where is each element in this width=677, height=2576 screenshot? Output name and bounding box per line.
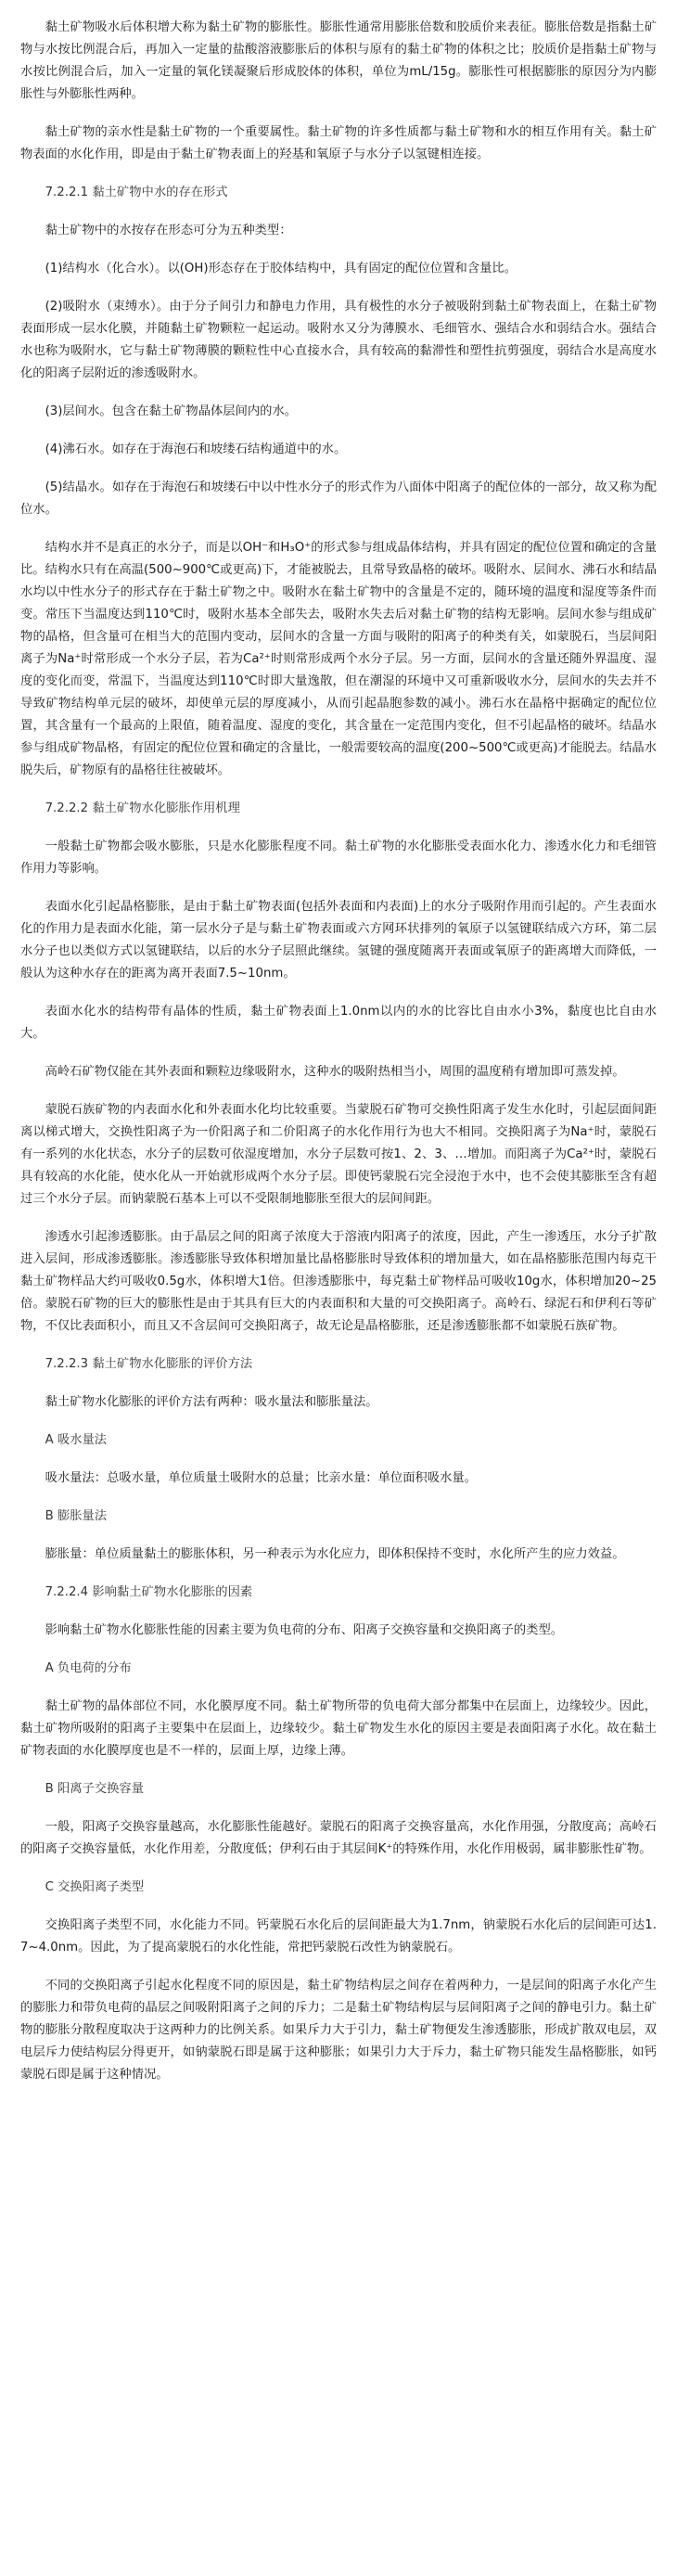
subheading-cation-exchange-capacity: B 阳离子交换容量 — [45, 1782, 145, 1796]
section-1-intro: 黏土矿物中的水按存在形态可分为五种类型： — [45, 224, 292, 237]
section-4-intro: 影响黏土矿物水化膨胀性能的因素主要为负电荷的分布、阳离子交换容量和交换阳离子的类型。 — [45, 1623, 564, 1637]
intro-paragraph-swelling: 黏土矿物吸水后体积增大称为黏土矿物的膨胀性。膨胀性通常用膨胀倍数和胶质价来表征。膨胀倍数是指黏土矿物与水按比例混合后，再加入一定量的盐酸溶液膨胀后的体积与原有的黏土矿物的体积之比；胶质价是指黏土矿物与水按比例混合后，加入一定量的氧化镁凝聚后形成胶体的体积，单位为mL/15g。膨胀性可根据膨胀的原因分为内膨胀性与外膨胀性两种。 — [20, 20, 657, 101]
subheading-swelling-method: B 膨胀量法 — [45, 1509, 108, 1523]
water-type-item: (3)层间水。包含在黏土矿物晶体层间内的水。 — [45, 404, 298, 418]
section-heading-7-2-2-2: 7.2.2.2 黏土矿物水化膨胀作用机理 — [45, 801, 240, 815]
cation-exchange-capacity-text: 一般，阳离子交换容量越高，水化膨胀性能越好。蒙脱石的阳离子交换容量高，水化作用强，分散度高；高岭石的阳离子交换容量低，水化作用差，分散度低；伊利石由于其层间K⁺的特殊作用，水化作用极弱，属非膨胀性矿物。 — [20, 1820, 657, 1856]
subheading-water-absorption-method: A 吸水量法 — [45, 1433, 108, 1447]
charge-distribution-text: 黏土矿物的晶体部位不同，水化膜厚度不同。黏土矿物所带的负电荷大部分都集中在层面上，边缘较少。因此，黏土矿物所吸附的阳离子主要集中在层面上，边缘较少。黏土矿物发生水化的原因主要是表面阳离子水化。故在黏土矿物表面的水化膜厚度也是不一样的，层面上厚，边缘上薄。 — [20, 1699, 657, 1758]
section-2-paragraph: 表面水化水的结构带有晶体的性质，黏土矿物表面上1.0nm以内的水的比容比自由水小3%，黏度也比自由水大。 — [20, 1005, 657, 1041]
section-2-paragraph: 蒙脱石族矿物的内表面水化和外表面水化均比较重要。当蒙脱石矿物可交换性阳离子发生水化时，引起层面间距离以梯式增大，交换性阳离子为一价阳离子和二价阳离子的水化作用行为也大不相同。交换阳离子为Na⁺时，蒙脱石有一系列的水化状态，水分子的层数可依湿度增加，水分子层数可按1、2、3、…增加。而阳离子为Ca²⁺时，蒙脱石具有较高的水化能，使水化从一开始就形成两个水分子层。即使钙蒙脱石完全浸泡于水中，也不会使其膨胀至含有超过三个水分子层。而钠蒙脱石基本上可以不受限制地膨胀至很大的层间间距。 — [20, 1103, 657, 1206]
section-2-paragraph: 表面水化引起晶格膨胀，是由于黏土矿物表面(包括外表面和内表面)上的水分子吸附作用而引起的。产生表面水化的作用力是表面水化能，第一层水分子是与黏土矿物表面或六方网环状排列的氧原子以氢键联结成六方环，第二层水分子也以类似方式以氢键联结，以后的水分子层照此继续。氢键的强度随离开表面或氧原子的距离增大而降低，一般认为这种水存在的距离为离开表面7.5~10nm。 — [20, 900, 657, 980]
water-absorption-method-text: 吸水量法：总吸水量，单位质量土吸附水的总量；比亲水量：单位面积吸水量。 — [45, 1471, 477, 1485]
section-2-paragraph: 高岭石矿物仅能在其外表面和颗粒边缘吸附水，这种水的吸附热相当小，周围的温度稍有增加即可蒸发掉。 — [45, 1065, 625, 1079]
intro-paragraph-hydrophilic: 黏土矿物的亲水性是黏土矿物的一个重要属性。黏土矿物的许多性质都与黏土矿物和水的相互作用有关。黏土矿物表面的水化作用，即是由于黏土矿物表面上的羟基和氧原子与水分子以氢键相连接。 — [20, 125, 657, 161]
subheading-exchange-cation-type: C 交换阳离子类型 — [45, 1880, 145, 1894]
section-2-paragraph: 一般黏土矿物都会吸水膨胀，只是水化膨胀程度不同。黏土矿物的水化膨胀受表面水化力、渗透水化力和毛细管作用力等影响。 — [20, 839, 657, 876]
section-2-paragraph: 渗透水引起渗透膨胀。由于晶层之间的阳离子浓度大于溶液内阳离子的浓度，因此，产生一渗透压，水分子扩散进入层间，形成渗透膨胀。渗透膨胀导致体积增加量比晶格膨胀时导致体积的增加量大，如在晶格膨胀范围内每克干黏土矿物样品大约可吸收0.5g水，体积增大1倍。但渗透膨胀中，每克黏土矿物样品可吸收10g水，体积增加20~25倍。蒙脱石矿物的巨大的膨胀性是由于其具有巨大的内表面积和大量的可交换阳离子。高岭石、绿泥石和伊利石等矿物，不仅比表面积小，而且又不含层间可交换阳离子，故无论是晶格膨胀，还是渗透膨胀都不如蒙脱石族矿物。 — [20, 1230, 657, 1333]
exchange-cation-type-paragraph: 交换阳离子类型不同，水化能力不同。钙蒙脱石水化后的层间距最大为1.7nm，钠蒙脱石水化后的层间距可达1.7~4.0nm。因此，为了提高蒙脱石的水化性能，常把钙蒙脱石改性为钠蒙脱石。 — [20, 1918, 657, 1954]
water-type-item: (5)结晶水。如存在于海泡石和坡缕石中以中性水分子的形式作为八面体中阳离子的配位体的一部分，故又称为配位水。 — [20, 481, 657, 517]
section-heading-7-2-2-4: 7.2.2.4 影响黏土矿物水化膨胀的因素 — [45, 1585, 253, 1599]
water-type-item: (4)沸石水。如存在于海泡石和坡缕石结构通道中的水。 — [45, 442, 347, 456]
section-1-body: 结构水并不是真正的水分子，而是以OH⁻和H₃O⁺的形式参与组成晶体结构，并具有固定的配位位置和确定的含量比。结构水只有在高温(500~900℃或更高)下，才能被脱去，且常导致晶格的破坏。吸附水、层间水、沸石水和结晶水均以中性水分子的形式存在于黏土矿物之中。吸附水在黏土矿物中的含量是不定的，随环境的温度和湿度等条件而变。常压下当温度达到110℃时，吸附水基本全部失去，吸附水失去后对黏土矿物的结构无影响。层间水参与组成矿物的晶格，但含量可在相当大的范围内变动，层间水的含量一方面与吸附的阳离子的种类有关，如蒙脱石，当层间阳离子为Na⁺时常形成一个水分子层，若为Ca²⁺时则常形成两个水分子层。另一方面，层间水的含量还随外界温度、湿度的变化而变，常温下，当温度达到110℃时即大量逸散，但在潮湿的环境中又可重新吸收水分，层间水的失去并不导致矿物结构单元层的破坏，却使单元层的厚度减小，从而引起晶胞参数的减小。沸石水在晶格中据确定的配位位置，其含量有一个最高的上限值，随着温度、湿度的变化，其含量在一定范围内变化，但不引起晶格的破坏。结晶水参与组成矿物晶格，有固定的配位位置和确定的含量比，一般需要较高的温度(200~500℃或更高)才能脱去。结晶水脱失后，矿物原有的晶格往往被破坏。 — [20, 541, 657, 777]
water-type-item: (2)吸附水（束缚水）。由于分子间引力和静电力作用，具有极性的水分子被吸附到黏土矿物表面上，在黏土矿物表面形成一层水化膜，并随黏土矿物颗粒一起运动。吸附水又分为薄膜水、毛细管水、强结合水和弱结合水。强结合水也称为吸附水，它与黏土矿物薄膜的颗粒性中心直接水合，具有较高的黏滞性和塑性抗剪强度，弱结合水是高度水化的阳离子层附近的渗透吸附水。 — [20, 300, 657, 380]
water-type-item: (1)结构水（化合水）。以(OH)形态存在于胶体结构中，具有固定的配位位置和含量比。 — [45, 262, 517, 276]
subheading-charge-distribution: A 负电荷的分布 — [45, 1661, 132, 1675]
section-3-intro: 黏土矿物水化膨胀的评价方法有两种：吸水量法和膨胀量法。 — [45, 1395, 378, 1409]
section-heading-7-2-2-1: 7.2.2.1 黏土矿物中水的存在形式 — [45, 186, 228, 199]
section-heading-7-2-2-3: 7.2.2.3 黏土矿物水化膨胀的评价方法 — [45, 1357, 253, 1371]
swelling-method-text: 膨胀量：单位质量黏土的膨胀体积，另一种表示为水化应力，即体积保持不变时，水化所产生的应力效益。 — [45, 1547, 625, 1561]
exchange-cation-type-paragraph: 不同的交换阳离子引起水化程度不同的原因是，黏土矿物结构层之间存在着两种力，一是层间的阳离子水化产生的膨胀力和带负电荷的晶层之间吸附阳离子之间的斥力；二是黏土矿物结构层与层间阳离子之间的静电引力。黏土矿物的膨胀分散程度取决于这两种力的比例关系。如果斥力大于引力，黏土矿物便发生渗透膨胀，形成扩散双电层，双电层斥力使结构层分得更开，如钠蒙脱石即是属于这种膨胀；如果引力大于斥力，黏土矿物只能发生晶格膨胀，如钙蒙脱石即是属于这种情况。 — [20, 1979, 657, 2082]
